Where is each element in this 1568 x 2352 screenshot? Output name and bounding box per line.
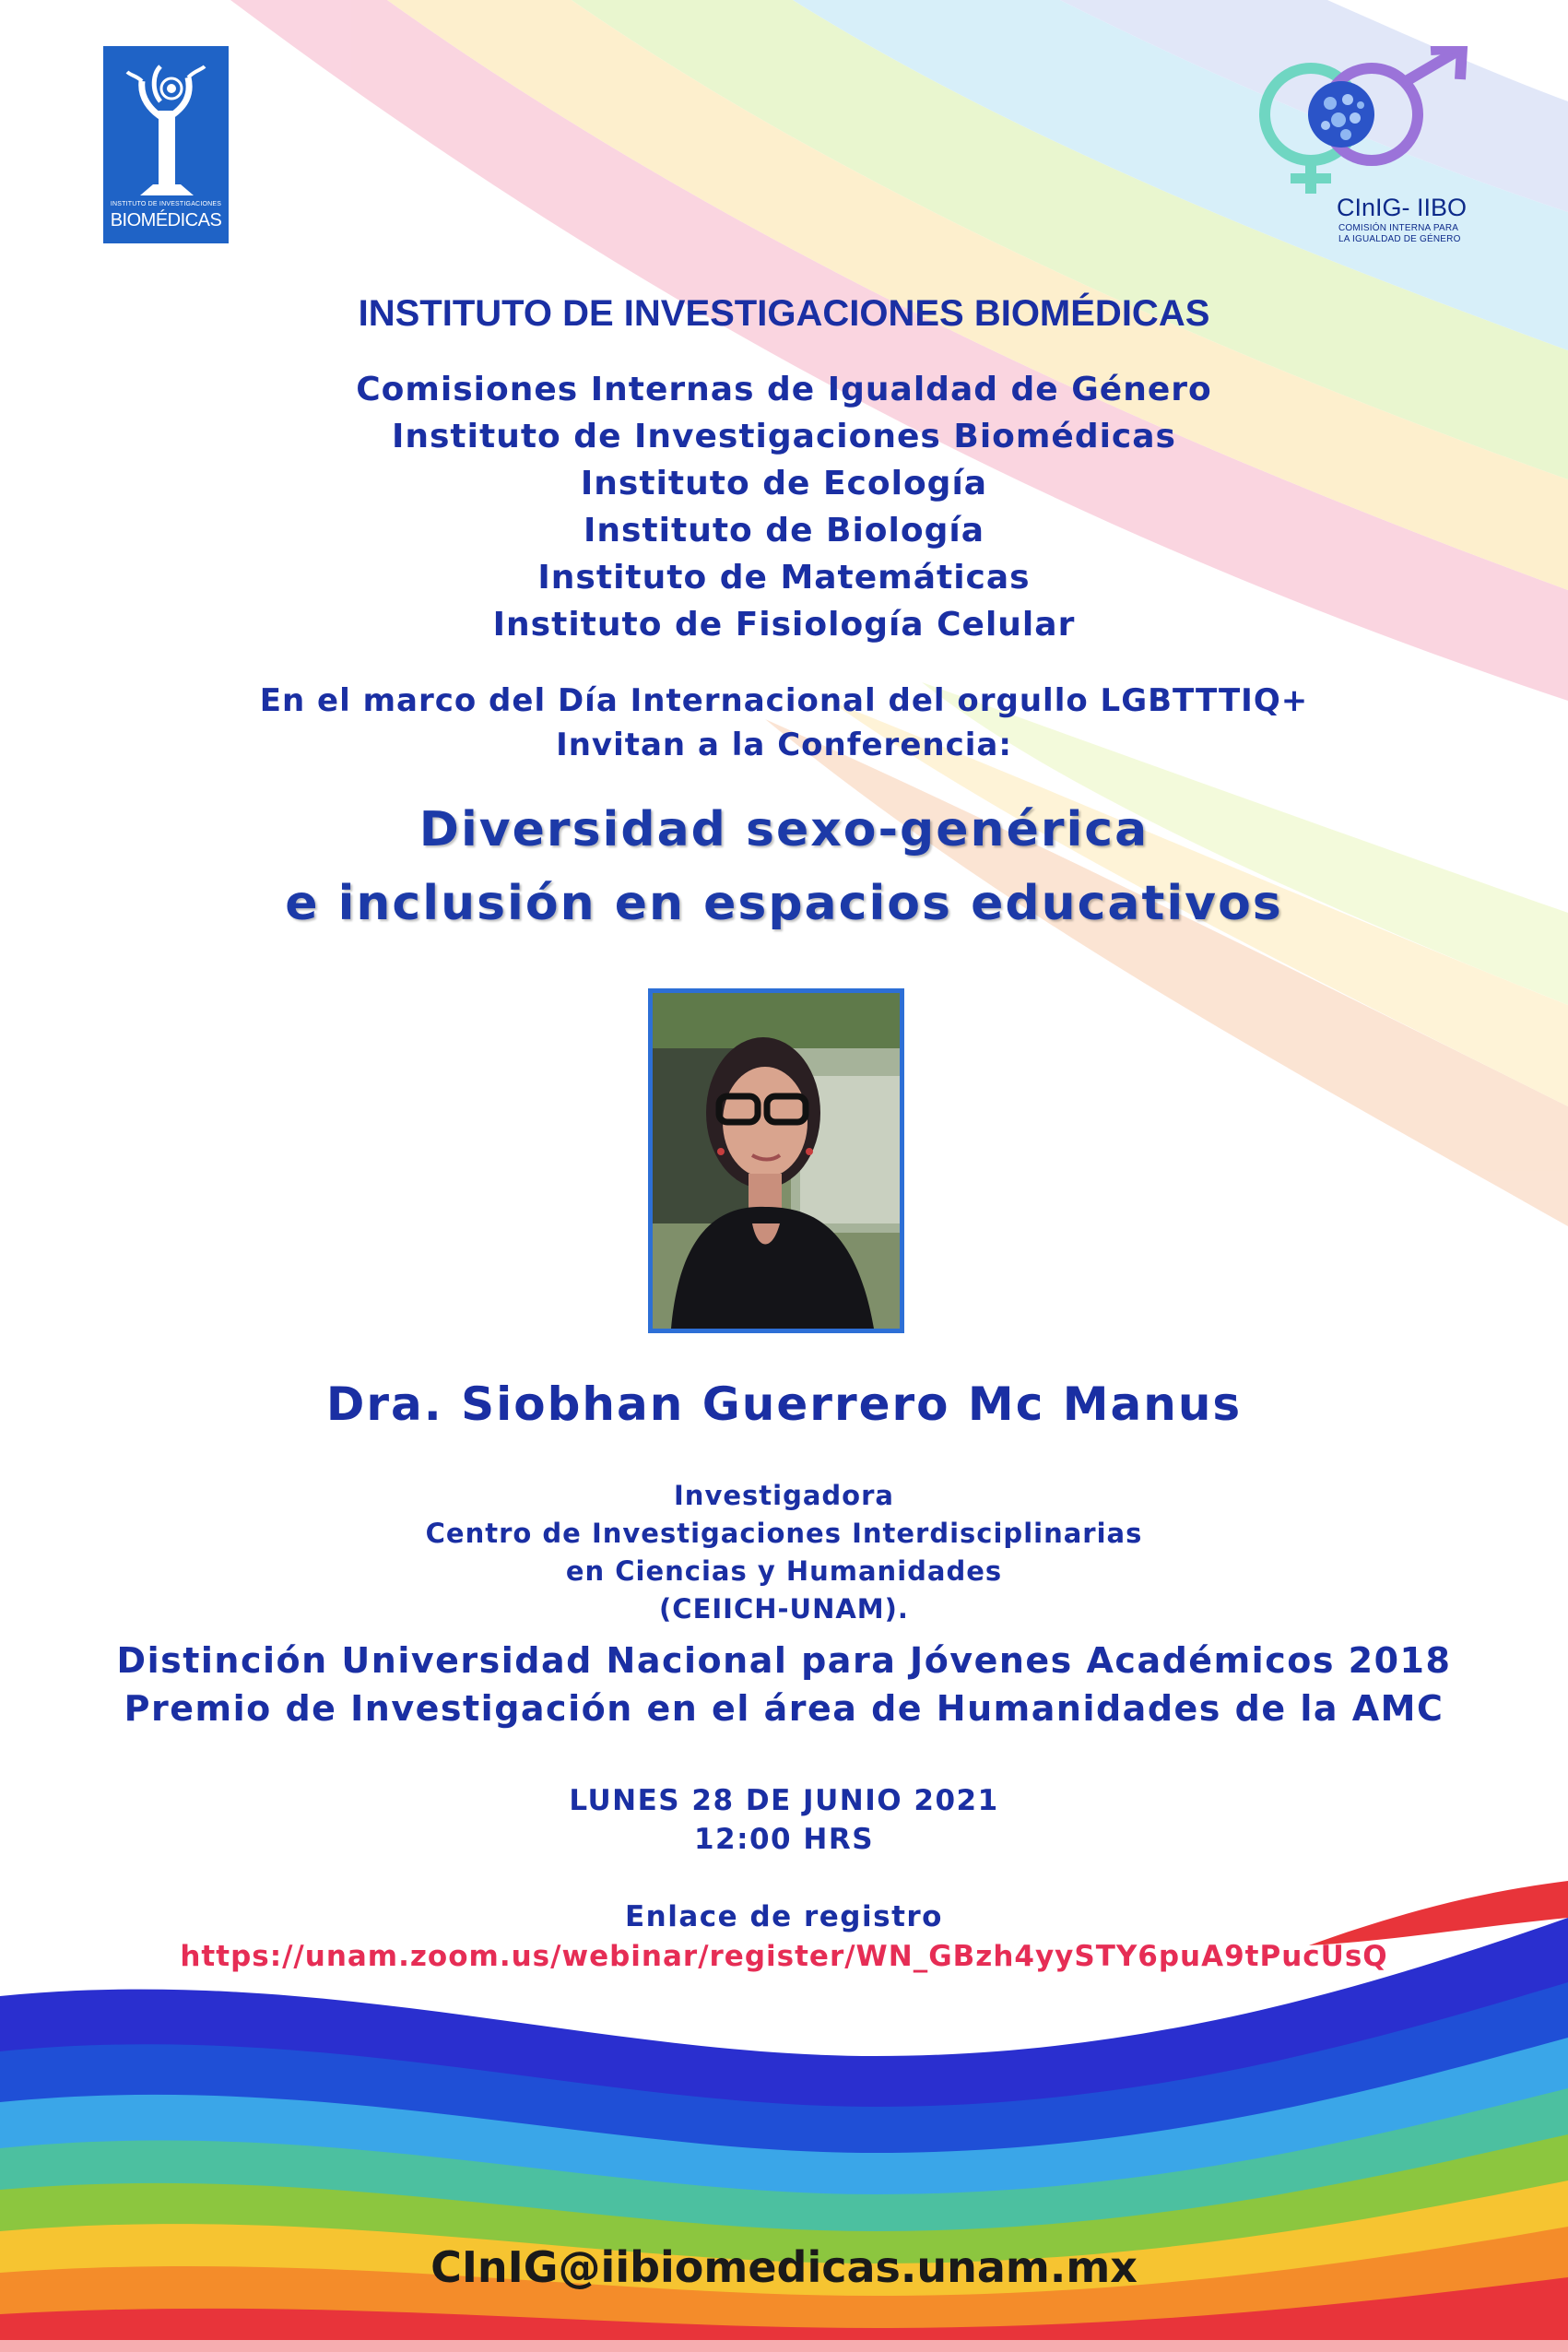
gender-symbols-icon [1235,46,1503,194]
speaker-name: Dra. Siobhan Guerrero Mc Manus [325,1377,1243,1431]
speaker-bio-line: Centro de Investigaciones Interdisciplinarias [425,1518,1143,1549]
iib-logo-small-text: INSTITUTO DE INVESTIGACIONES [110,201,222,207]
speaker-bio-line: (CEIICH-UNAM). [659,1593,909,1625]
cinig-logo-name: CInIG- IIBO [1337,194,1468,221]
speaker-bio-line: en Ciencias y Humanidades [565,1555,1003,1587]
event-intro [0,679,1568,767]
commission-item: Comisiones Internas de Igualdad de Género [356,371,1212,408]
contact-email[interactable]: CInIG@iibiomedicas.unam.mx [430,2242,1138,2292]
cinig-logo-subtitle-1: COMISIÓN INTERNA PARA [1338,223,1459,233]
commission-item: Instituto de Investigaciones Biomédicas [391,418,1176,455]
speaker-bio-line: Investigadora [674,1480,894,1511]
event-date: LUNES 28 DE JUNIO 2021 [569,1784,999,1817]
institute-title: INSTITUTO DE INVESTIGACIONES BIOMÉDICAS [358,293,1210,334]
event-time: 12:00 HRS [693,1823,875,1856]
commission-item: Instituto de Matemáticas [537,559,1031,597]
iib-logo [103,46,229,243]
speaker-portrait-image [653,993,900,1329]
event-intro-line: En el marco del Día Internacional del orgullo LGBTTTIQ+ [259,682,1309,719]
speaker-award-item: Distinción Universidad Nacional para Jóvenes Académicos 2018 [116,1640,1452,1681]
conference-title-line: e inclusión en espacios educativos [285,876,1283,931]
speaker-photo [648,988,904,1333]
event-intro-line: Invitan a la Conferencia: [556,727,1012,763]
commission-item: Instituto de Ecología [580,465,988,502]
cinig-logo [1235,46,1503,258]
iib-logo-big-text: BIOMÉDICAS [110,210,222,230]
conference-title-line: Diversidad sexo-genérica [419,802,1149,857]
registration-link[interactable]: https://unam.zoom.us/webinar/register/WN_GBzh4yySTY6puA9tPucUsQ [180,1940,1388,1973]
speaker-award-item: Premio de Investigación en el área de Humanidades de la AMC [124,1688,1444,1729]
commission-item: Instituto de Fisiología Celular [492,606,1076,644]
commission-item: Instituto de Biología [583,512,985,550]
speaker-bio [0,1477,1568,1628]
conference-title [0,793,1568,940]
commission-list [0,366,1568,648]
registration-label: Enlace de registro [625,1900,943,1933]
cinig-logo-subtitle-2: LA IGUALDAD DE GÉNERO [1338,234,1461,244]
speaker-awards [0,1637,1568,1732]
event-datetime [0,1781,1568,1859]
